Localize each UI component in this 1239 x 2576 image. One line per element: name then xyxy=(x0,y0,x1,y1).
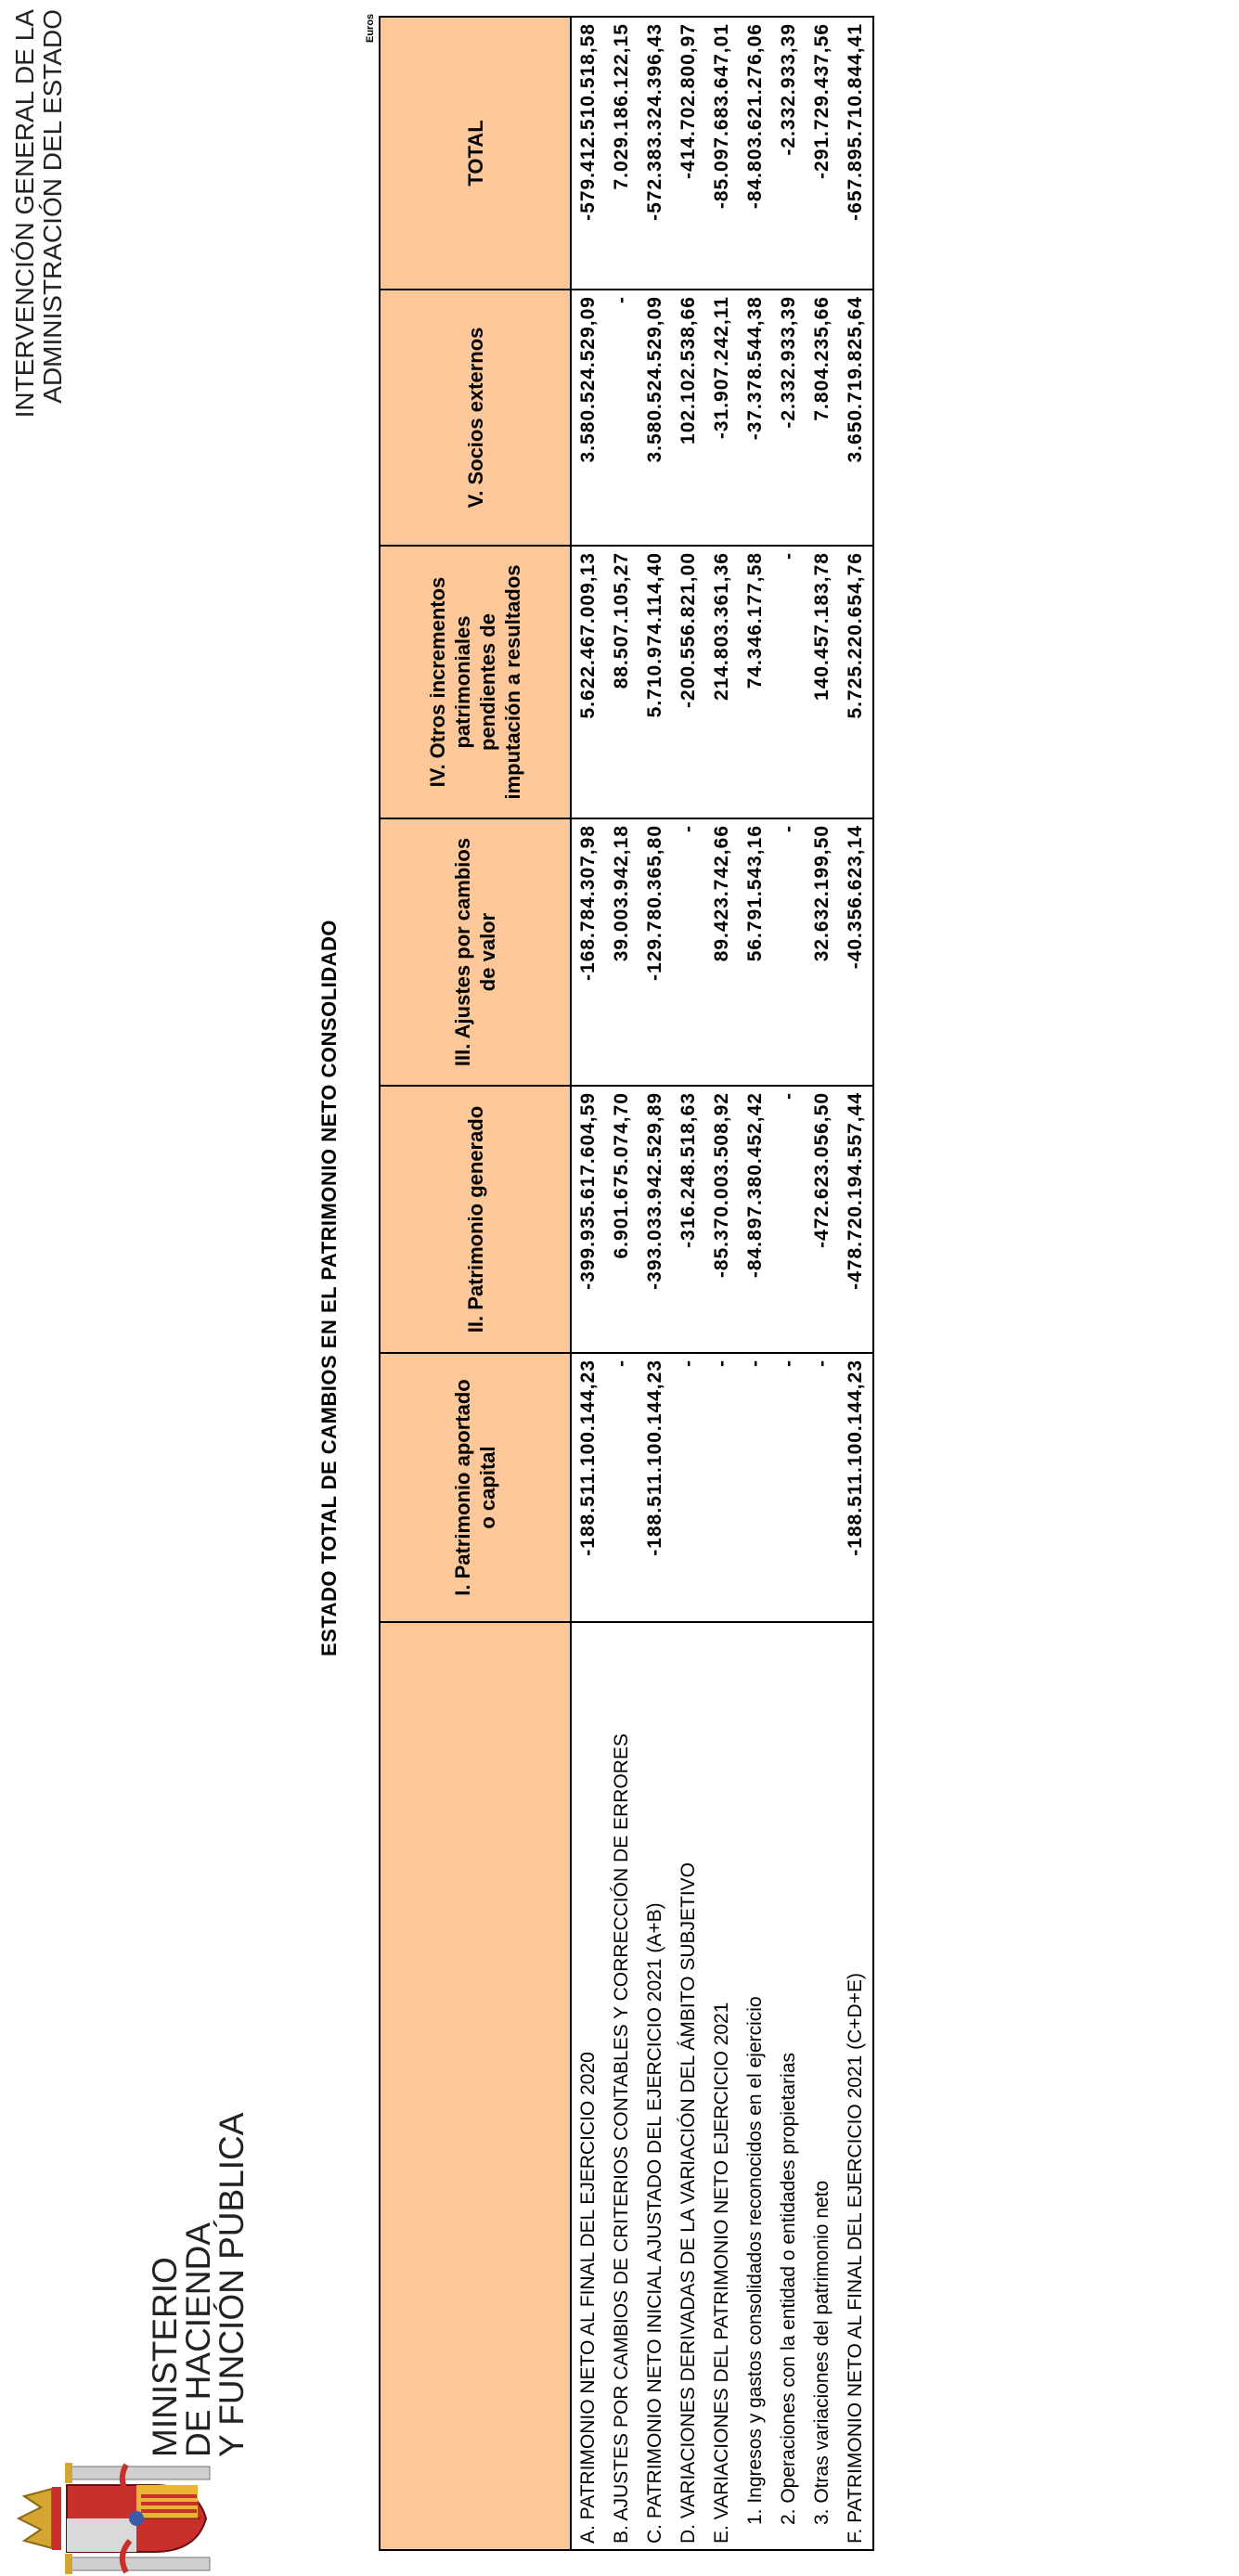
table-cell: 39.003.942,18 xyxy=(605,818,639,1086)
table-cell: -472.623.056,50 xyxy=(806,1086,839,1353)
table-cell: 5.622.467.009,13 xyxy=(571,546,605,818)
table-cell: 32.632.199,50 xyxy=(806,818,839,1086)
table-cell: -399.935.617.604,59 xyxy=(571,1086,605,1353)
table-cell: - xyxy=(772,1353,806,1622)
table-row xyxy=(639,17,672,2550)
table-cell: -579.412.510.518,58 xyxy=(571,17,605,290)
ministry-line: DE HACIENDA xyxy=(179,2222,217,2457)
row-concept: 1. Ingresos y gastos consolidados reconocidos en el ejercicio xyxy=(739,1622,772,2550)
row-concept: E. VARIACIONES DEL PATRIMONIO NETO EJERCICIO 2021 xyxy=(705,1622,739,2550)
document-title: ESTADO TOTAL DE CAMBIOS EN EL PATRIMONIO NETO CONSOLIDADO xyxy=(317,919,341,1657)
ministry-name xyxy=(148,2113,249,2457)
table-cell: -316.248.518,63 xyxy=(672,1086,705,1353)
table-row xyxy=(772,17,806,2550)
table-cell: 6.901.675.074,70 xyxy=(605,1086,639,1353)
table-cell: 89.423.742,66 xyxy=(705,818,739,1086)
table-cell: -31.907.242,11 xyxy=(705,290,739,546)
table-cell: - xyxy=(739,1353,772,1622)
table-header-row xyxy=(380,17,571,2550)
table-cell: - xyxy=(605,290,639,546)
table-cell: -85.097.683.647,01 xyxy=(705,17,739,290)
table-cell: -291.729.437,56 xyxy=(806,17,839,290)
table-cell: 102.102.538,66 xyxy=(672,290,705,546)
table-body xyxy=(571,17,873,2550)
table-cell: -188.511.100.144,23 xyxy=(639,1353,672,1622)
table-cell: -129.780.365,80 xyxy=(639,818,672,1086)
table-row xyxy=(739,17,772,2550)
table-cell: -84.897.380.452,42 xyxy=(739,1086,772,1353)
patrimonio-neto-table xyxy=(379,16,874,2551)
row-concept: A. PATRIMONIO NETO AL FINAL DEL EJERCICIO 2020 xyxy=(571,1622,605,2550)
table-cell: -393.033.942.529,89 xyxy=(639,1086,672,1353)
column-header-total: TOTAL xyxy=(380,17,571,290)
table-cell: 214.803.361,36 xyxy=(705,546,739,818)
table-cell: -188.511.100.144,23 xyxy=(839,1353,873,1622)
table-row xyxy=(571,17,605,2550)
table-cell: 5.725.220.654,76 xyxy=(839,546,873,818)
table-cell: - xyxy=(806,1353,839,1622)
table-cell: -37.378.544,38 xyxy=(739,290,772,546)
table-cell: 7.029.186.122,15 xyxy=(605,17,639,290)
igae-line: ADMINISTRACIÓN DEL ESTADO xyxy=(38,9,67,404)
table-cell: - xyxy=(672,818,705,1086)
column-header: I. Patrimonio aportado o capital xyxy=(380,1353,571,1622)
table-cell: 3.580.524.529,09 xyxy=(639,290,672,546)
table-cell: -188.511.100.144,23 xyxy=(571,1353,605,1622)
row-concept: F. PATRIMONIO NETO AL FINAL DEL EJERCICIO 2021 (C+D+E) xyxy=(839,1622,873,2550)
igae-line: INTERVENCIÓN GENERAL DE LA xyxy=(10,9,39,419)
ministry-line: Y FUNCIÓN PÚBLICA xyxy=(213,2112,251,2457)
table-cell: 3.650.719.825,64 xyxy=(839,290,873,546)
table-cell: -85.370.003.508,92 xyxy=(705,1086,739,1353)
igae-name xyxy=(11,9,67,418)
table-cell: - xyxy=(705,1353,739,1622)
table-cell: 140.457.183,78 xyxy=(806,546,839,818)
table-cell: -200.556.821,00 xyxy=(672,546,705,818)
table-cell: 56.791.543,16 xyxy=(739,818,772,1086)
column-header-concept xyxy=(380,1622,571,2550)
row-concept: C. PATRIMONIO NETO INICIAL AJUSTADO DEL EJERCICIO 2021 (A+B) xyxy=(639,1622,672,2550)
table-cell: 7.804.235,66 xyxy=(806,290,839,546)
table-cell: -414.702.800,97 xyxy=(672,17,705,290)
table-cell: -2.332.933,39 xyxy=(772,290,806,546)
table-cell: 5.710.974.114,40 xyxy=(639,546,672,818)
row-concept: D. VARIACIONES DERIVADAS DE LA VARIACIÓN DEL ÁMBITO SUBJETIVO xyxy=(672,1622,705,2550)
table-cell: -572.383.324.396,43 xyxy=(639,17,672,290)
column-header: V. Socios externos xyxy=(380,290,571,546)
table-row xyxy=(705,17,739,2550)
table-cell: -168.784.307,98 xyxy=(571,818,605,1086)
table-cell: -478.720.194.557,44 xyxy=(839,1086,873,1353)
table-cell: - xyxy=(672,1353,705,1622)
table-cell: - xyxy=(605,1353,639,1622)
table-cell: -2.332.933,39 xyxy=(772,17,806,290)
table-cell: -657.895.710.844,41 xyxy=(839,17,873,290)
table-row xyxy=(605,17,639,2550)
table-cell: 88.507.105,27 xyxy=(605,546,639,818)
row-concept: B. AJUSTES POR CAMBIOS DE CRITERIOS CONTABLES Y CORRECCIÓN DE ERRORES xyxy=(605,1622,639,2550)
table-row xyxy=(672,17,705,2550)
row-concept: 2. Operaciones con la entidad o entidades propietarias xyxy=(772,1622,806,2550)
table-cell: 74.346.177,58 xyxy=(739,546,772,818)
table-row xyxy=(839,17,873,2550)
ministry-line: MINISTERIO xyxy=(146,2257,184,2457)
table-cell: - xyxy=(772,818,806,1086)
row-concept: 3. Otras variaciones del patrimonio neto xyxy=(806,1622,839,2550)
table-row xyxy=(806,17,839,2550)
table-cell: - xyxy=(772,1086,806,1353)
unit-label: Euros xyxy=(365,13,376,43)
table-cell: -84.803.621.276,06 xyxy=(739,17,772,290)
column-header: IV. Otros incrementos patrimoniales pendientes de imputación a resultados xyxy=(380,546,571,818)
table-cell: - xyxy=(772,546,806,818)
table-cell: 3.580.524.529,09 xyxy=(571,290,605,546)
column-header: III. Ajustes por cambios de valor xyxy=(380,818,571,1086)
column-header: II. Patrimonio generado xyxy=(380,1086,571,1353)
table-cell: -40.356.623,14 xyxy=(839,818,873,1086)
